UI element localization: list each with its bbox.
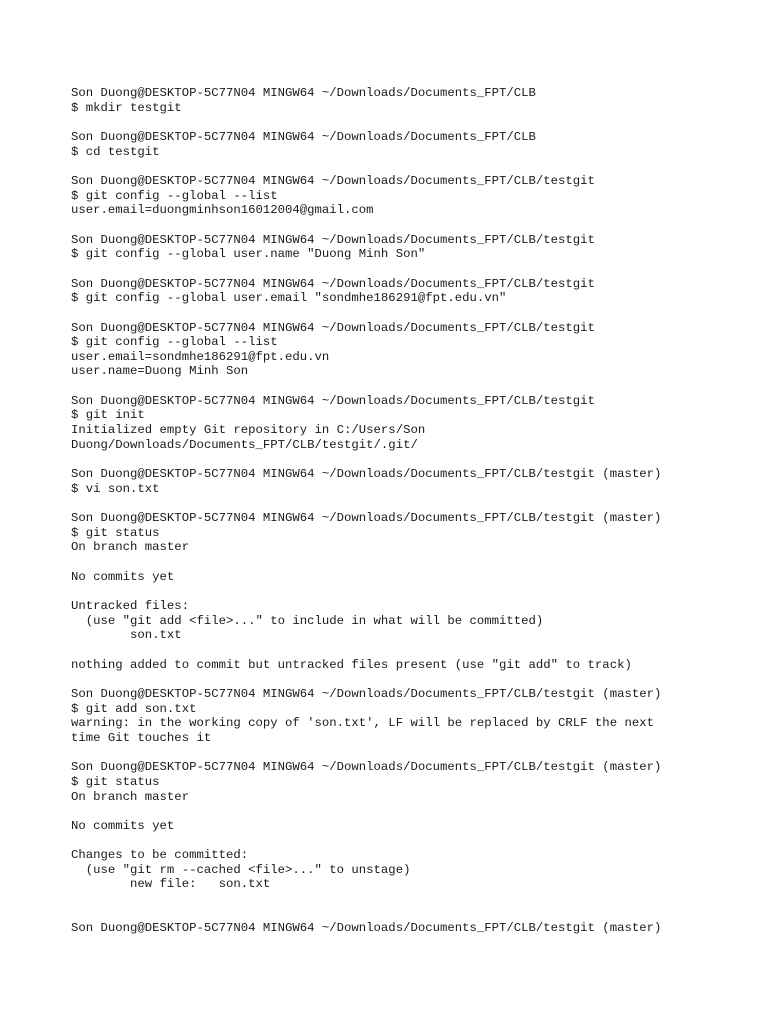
- command-line: $ vi son.txt: [71, 481, 160, 496]
- output-line: nothing added to commit but untracked files present (use "git add" to track): [71, 657, 632, 672]
- output-line: user.email=duongminhson16012004@gmail.com: [71, 203, 374, 218]
- prompt-line: Son Duong@DESKTOP-5C77N04 MINGW64 ~/Downloads/Documents_FPT/CLB/testgit (master): [71, 921, 662, 936]
- blank-line: [71, 584, 761, 599]
- blank-line: [71, 452, 761, 467]
- blank-line: [71, 892, 761, 907]
- command-line: $ git config --global --list: [71, 188, 278, 203]
- blank-line: [71, 218, 761, 233]
- prompt-line: Son Duong@DESKTOP-5C77N04 MINGW64 ~/Downloads/Documents_FPT/CLB/testgit: [71, 276, 595, 291]
- output-line: Untracked files:: [71, 598, 190, 613]
- prompt-line: Son Duong@DESKTOP-5C77N04 MINGW64 ~/Downloads/Documents_FPT/CLB/testgit (master): [71, 686, 662, 701]
- prompt-line: Son Duong@DESKTOP-5C77N04 MINGW64 ~/Downloads/Documents_FPT/CLB: [71, 86, 536, 100]
- terminal-log: [71, 86, 761, 936]
- blank-line: [71, 306, 761, 321]
- command-line: $ git add son.txt: [71, 701, 197, 716]
- output-line: user.name=Duong Minh Son: [71, 364, 249, 379]
- output-line: No commits yet: [71, 818, 175, 833]
- blank-line: [71, 804, 761, 819]
- output-line: time Git touches it: [71, 730, 212, 745]
- blank-line: [71, 262, 761, 277]
- command-line: $ git init: [71, 408, 145, 423]
- blank-line: [71, 115, 761, 130]
- command-line: $ git config --global user.name "Duong Minh Son": [71, 247, 426, 262]
- output-line: Initialized empty Git repository in C:/Users/Son: [71, 423, 426, 438]
- blank-line: [71, 379, 761, 394]
- prompt-line: Son Duong@DESKTOP-5C77N04 MINGW64 ~/Downloads/Documents_FPT/CLB/testgit: [71, 393, 595, 408]
- output-line: No commits yet: [71, 569, 175, 584]
- command-line: $ git config --global user.email "sondmhe186291@fpt.edu.vn": [71, 291, 507, 306]
- prompt-line: Son Duong@DESKTOP-5C77N04 MINGW64 ~/Downloads/Documents_FPT/CLB/testgit: [71, 320, 595, 335]
- prompt-line: Son Duong@DESKTOP-5C77N04 MINGW64 ~/Downloads/Documents_FPT/CLB/testgit: [71, 232, 595, 247]
- output-line: On branch master: [71, 789, 190, 804]
- prompt-line: Son Duong@DESKTOP-5C77N04 MINGW64 ~/Downloads/Documents_FPT/CLB/testgit (master): [71, 511, 662, 526]
- command-line: $ mkdir testgit: [71, 100, 182, 115]
- output-line: Duong/Downloads/Documents_FPT/CLB/testgit/.git/: [71, 437, 418, 452]
- output-line: (use "git rm --cached <file>..." to unstage): [71, 862, 411, 877]
- prompt-line: Son Duong@DESKTOP-5C77N04 MINGW64 ~/Downloads/Documents_FPT/CLB: [71, 129, 536, 144]
- command-line: $ git status: [71, 525, 160, 540]
- blank-line: [71, 555, 761, 570]
- output-line: new file: son.txt: [71, 877, 271, 892]
- prompt-line: Son Duong@DESKTOP-5C77N04 MINGW64 ~/Downloads/Documents_FPT/CLB/testgit: [71, 173, 595, 188]
- output-line: Changes to be committed:: [71, 848, 249, 863]
- blank-line: [71, 643, 761, 658]
- blank-line: [71, 159, 761, 174]
- blank-line: [71, 496, 761, 511]
- blank-line: [71, 746, 761, 761]
- blank-line: [71, 907, 761, 922]
- output-line: On branch master: [71, 540, 190, 555]
- command-line: $ git status: [71, 774, 160, 789]
- prompt-line: Son Duong@DESKTOP-5C77N04 MINGW64 ~/Downloads/Documents_FPT/CLB/testgit (master): [71, 467, 662, 482]
- blank-line: [71, 833, 761, 848]
- output-line: (use "git add <file>..." to include in what will be committed): [71, 613, 544, 628]
- output-line: user.email=sondmhe186291@fpt.edu.vn: [71, 349, 330, 364]
- command-line: $ cd testgit: [71, 144, 160, 159]
- output-line: son.txt: [71, 628, 182, 643]
- command-line: $ git config --global --list: [71, 335, 278, 350]
- blank-line: [71, 672, 761, 687]
- output-line: warning: in the working copy of 'son.txt', LF will be replaced by CRLF the next: [71, 716, 654, 731]
- prompt-line: Son Duong@DESKTOP-5C77N04 MINGW64 ~/Downloads/Documents_FPT/CLB/testgit (master): [71, 760, 662, 775]
